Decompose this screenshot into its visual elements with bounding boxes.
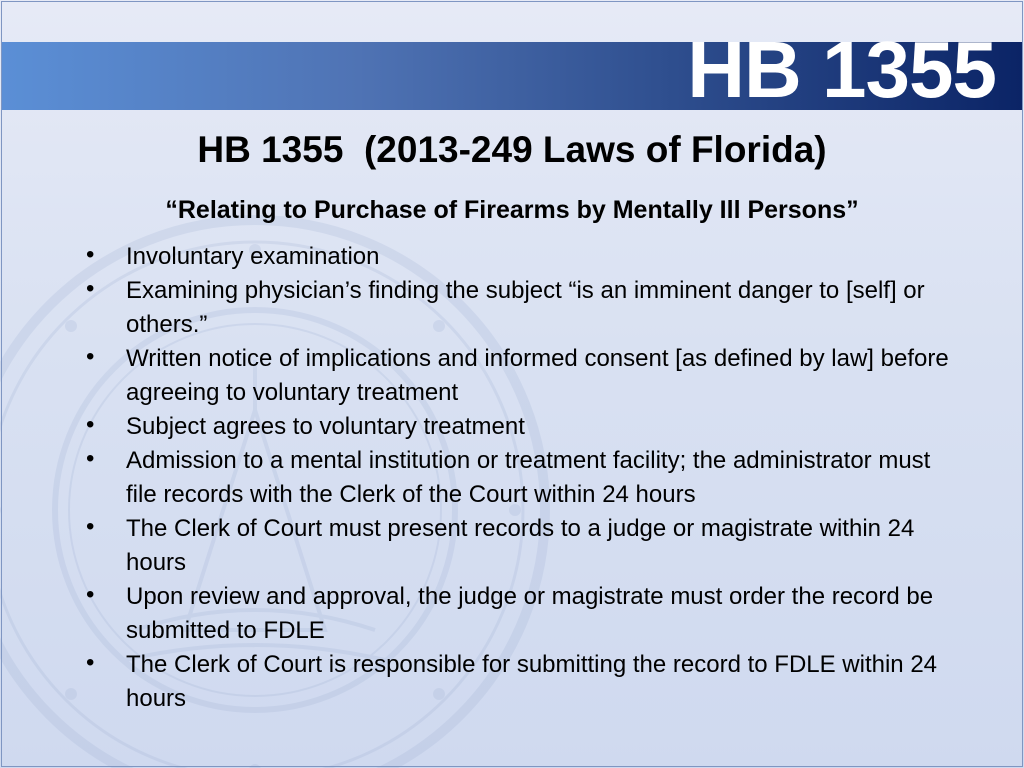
list-item bbox=[84, 342, 964, 410]
bullet-icon: • bbox=[86, 343, 95, 370]
bullet-icon: • bbox=[86, 411, 95, 438]
bullet-icon: • bbox=[86, 581, 95, 608]
bullet-text: Subject agrees to voluntary treatment bbox=[126, 413, 525, 440]
bullet-text: The Clerk of Court must present records to a judge or magistrate within 24 hours bbox=[126, 515, 915, 576]
bullet-text: Involuntary examination bbox=[126, 243, 380, 270]
list-item bbox=[84, 410, 964, 444]
list-item bbox=[84, 274, 964, 342]
banner-title: HB 1355 bbox=[687, 25, 996, 114]
bullet-text: Written notice of implications and informed consent [as defined by law] before agreeing to voluntary treatment bbox=[126, 345, 949, 406]
bullet-icon: • bbox=[86, 513, 95, 540]
list-item bbox=[84, 512, 964, 580]
list-item bbox=[84, 648, 964, 716]
bullet-list bbox=[84, 240, 964, 716]
list-item bbox=[84, 444, 964, 512]
bullet-text: The Clerk of Court is responsible for submitting the record to FDLE within 24 hours bbox=[126, 651, 938, 712]
list-item bbox=[84, 580, 964, 648]
bullet-text: Examining physician’s finding the subject “is an imminent danger to [self] or others.” bbox=[126, 277, 925, 338]
bullet-icon: • bbox=[86, 445, 95, 472]
bullet-text: Upon review and approval, the judge or magistrate must order the record be submitted to FDLE bbox=[126, 583, 934, 644]
bullet-icon: • bbox=[86, 649, 95, 676]
bullet-icon: • bbox=[86, 241, 95, 268]
slide-subtitle: “Relating to Purchase of Firearms by Mentally Ill Persons” bbox=[165, 196, 859, 224]
bullet-icon: • bbox=[86, 275, 95, 302]
bullet-text: Admission to a mental institution or treatment facility; the administrator must file records with the Clerk of the Court within 24 hours bbox=[126, 447, 931, 508]
list-item bbox=[84, 240, 964, 274]
slide-title: HB 1355 (2013-249 Laws of Florida) bbox=[197, 129, 827, 170]
